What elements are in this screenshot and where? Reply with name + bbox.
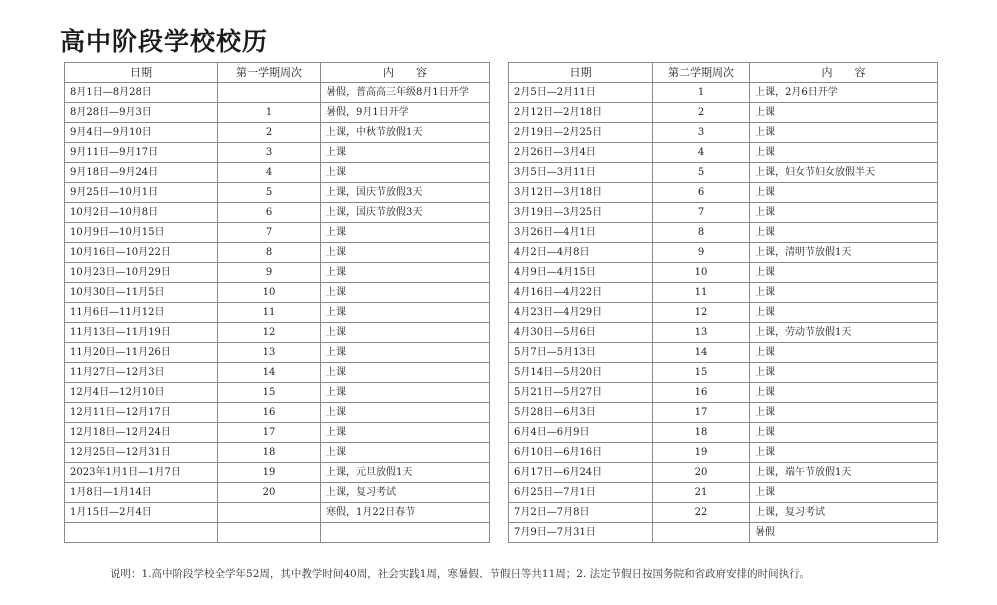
column-header-content: 内 容 bbox=[750, 63, 938, 83]
date-cell: 4月16日—4月22日 bbox=[509, 283, 653, 303]
date-cell: 12月11日—12月17日 bbox=[65, 403, 218, 423]
table-row bbox=[509, 103, 938, 123]
week-cell: 4 bbox=[653, 143, 750, 163]
content-cell: 上课 bbox=[750, 423, 938, 443]
table-row bbox=[509, 443, 938, 463]
semester1-header-row bbox=[65, 63, 490, 83]
week-cell: 10 bbox=[218, 283, 321, 303]
week-cell: 6 bbox=[218, 203, 321, 223]
date-cell: 10月30日—11月5日 bbox=[65, 283, 218, 303]
week-cell: 11 bbox=[218, 303, 321, 323]
content-cell: 上课 bbox=[321, 243, 490, 263]
content-cell: 上课 bbox=[750, 143, 938, 163]
date-cell: 2月19日—2月25日 bbox=[509, 123, 653, 143]
table-row bbox=[509, 223, 938, 243]
week-cell: 10 bbox=[653, 263, 750, 283]
table-row bbox=[509, 203, 938, 223]
content-cell: 上课 bbox=[750, 483, 938, 503]
date-cell: 11月27日—12月3日 bbox=[65, 363, 218, 383]
content-cell: 上课，劳动节放假1天 bbox=[750, 323, 938, 343]
table-row bbox=[65, 203, 490, 223]
date-cell: 8月1日—8月28日 bbox=[65, 83, 218, 103]
table-row bbox=[509, 263, 938, 283]
semester2-table bbox=[508, 62, 938, 543]
table-row bbox=[509, 523, 938, 543]
date-cell: 4月9日—4月15日 bbox=[509, 263, 653, 283]
week-cell: 12 bbox=[218, 323, 321, 343]
content-cell: 上课，元旦放假1天 bbox=[321, 463, 490, 483]
content-cell: 上课，复习考试 bbox=[750, 503, 938, 523]
table-row bbox=[65, 423, 490, 443]
week-cell: 1 bbox=[218, 103, 321, 123]
date-cell: 4月30日—5月6日 bbox=[509, 323, 653, 343]
week-cell: 20 bbox=[218, 483, 321, 503]
table-row bbox=[65, 403, 490, 423]
content-cell: 上课 bbox=[750, 123, 938, 143]
content-cell: 上课 bbox=[750, 263, 938, 283]
column-header-date: 日期 bbox=[509, 63, 653, 83]
content-cell: 上课，妇女节妇女放假半天 bbox=[750, 163, 938, 183]
content-cell: 上课，2月6日开学 bbox=[750, 83, 938, 103]
table-row bbox=[509, 163, 938, 183]
week-cell: 5 bbox=[653, 163, 750, 183]
page-title: 高中阶段学校校历 bbox=[60, 27, 269, 56]
table-row bbox=[65, 443, 490, 463]
week-cell bbox=[218, 523, 321, 543]
table-row bbox=[65, 503, 490, 523]
content-cell: 上课，国庆节放假3天 bbox=[321, 183, 490, 203]
content-cell: 上课 bbox=[321, 223, 490, 243]
date-cell: 10月9日—10月15日 bbox=[65, 223, 218, 243]
week-cell bbox=[653, 523, 750, 543]
content-cell: 上课 bbox=[750, 443, 938, 463]
week-cell bbox=[218, 503, 321, 523]
week-cell: 19 bbox=[653, 443, 750, 463]
content-cell: 上课 bbox=[321, 423, 490, 443]
table-row bbox=[65, 463, 490, 483]
content-cell: 上课 bbox=[321, 443, 490, 463]
column-header-date: 日期 bbox=[65, 63, 218, 83]
table-row bbox=[509, 143, 938, 163]
week-cell: 22 bbox=[653, 503, 750, 523]
date-cell: 9月25日—10月1日 bbox=[65, 183, 218, 203]
content-cell: 上课，端午节放假1天 bbox=[750, 463, 938, 483]
date-cell: 3月12日—3月18日 bbox=[509, 183, 653, 203]
table-row bbox=[509, 323, 938, 343]
date-cell: 9月4日—9月10日 bbox=[65, 123, 218, 143]
week-cell: 14 bbox=[653, 343, 750, 363]
table-row bbox=[65, 303, 490, 323]
content-cell: 上课 bbox=[750, 403, 938, 423]
table-row bbox=[65, 243, 490, 263]
content-cell: 上课 bbox=[321, 403, 490, 423]
content-cell: 上课 bbox=[321, 283, 490, 303]
content-cell: 上课 bbox=[750, 103, 938, 123]
week-cell: 7 bbox=[218, 223, 321, 243]
week-cell: 16 bbox=[218, 403, 321, 423]
date-cell: 2月5日—2月11日 bbox=[509, 83, 653, 103]
date-cell: 12月18日—12月24日 bbox=[65, 423, 218, 443]
date-cell: 11月20日—11月26日 bbox=[65, 343, 218, 363]
table-row bbox=[509, 383, 938, 403]
week-cell: 4 bbox=[218, 163, 321, 183]
week-cell: 3 bbox=[653, 123, 750, 143]
week-cell: 12 bbox=[653, 303, 750, 323]
content-cell: 上课 bbox=[321, 163, 490, 183]
week-cell: 20 bbox=[653, 463, 750, 483]
week-cell: 15 bbox=[218, 383, 321, 403]
date-cell: 6月4日—6月9日 bbox=[509, 423, 653, 443]
week-cell: 6 bbox=[653, 183, 750, 203]
table-row bbox=[65, 143, 490, 163]
week-cell: 18 bbox=[218, 443, 321, 463]
table-row bbox=[65, 483, 490, 503]
date-cell: 6月10日—6月16日 bbox=[509, 443, 653, 463]
week-cell: 1 bbox=[653, 83, 750, 103]
date-cell: 10月23日—10月29日 bbox=[65, 263, 218, 283]
table-row bbox=[65, 343, 490, 363]
content-cell: 上课 bbox=[321, 143, 490, 163]
week-cell: 18 bbox=[653, 423, 750, 443]
date-cell: 5月21日—5月27日 bbox=[509, 383, 653, 403]
table-row bbox=[509, 183, 938, 203]
week-cell: 3 bbox=[218, 143, 321, 163]
date-cell: 11月13日—11月19日 bbox=[65, 323, 218, 343]
content-cell: 暑假，9月1日开学 bbox=[321, 103, 490, 123]
table-row bbox=[509, 423, 938, 443]
table-row bbox=[509, 243, 938, 263]
table-row bbox=[65, 383, 490, 403]
table-row bbox=[65, 83, 490, 103]
week-cell: 2 bbox=[218, 123, 321, 143]
content-cell: 上课 bbox=[321, 303, 490, 323]
week-cell: 17 bbox=[218, 423, 321, 443]
content-cell: 上课 bbox=[750, 283, 938, 303]
table-row bbox=[509, 483, 938, 503]
date-cell: 5月7日—5月13日 bbox=[509, 343, 653, 363]
content-cell: 上课 bbox=[321, 323, 490, 343]
week-cell: 21 bbox=[653, 483, 750, 503]
content-cell: 暑假，普高高三年级8月1日开学 bbox=[321, 83, 490, 103]
date-cell: 10月16日—10月22日 bbox=[65, 243, 218, 263]
week-cell: 5 bbox=[218, 183, 321, 203]
table-row bbox=[65, 183, 490, 203]
week-cell: 2 bbox=[653, 103, 750, 123]
footnote: 说明：1.高中阶段学校全学年52周，其中教学时间40周，社会实践1周，寒暑假、节假日等共11周；2. 法定节假日按国务院和省政府安排的时间执行。 bbox=[110, 568, 811, 580]
content-cell: 上课 bbox=[750, 303, 938, 323]
week-cell: 17 bbox=[653, 403, 750, 423]
content-cell: 上课 bbox=[750, 203, 938, 223]
week-cell: 8 bbox=[218, 243, 321, 263]
content-cell: 暑假 bbox=[750, 523, 938, 543]
content-cell: 上课 bbox=[321, 383, 490, 403]
week-cell: 13 bbox=[653, 323, 750, 343]
date-cell: 6月25日—7月1日 bbox=[509, 483, 653, 503]
date-cell: 9月18日—9月24日 bbox=[65, 163, 218, 183]
week-cell: 14 bbox=[218, 363, 321, 383]
date-cell: 7月9日—7月31日 bbox=[509, 523, 653, 543]
week-cell: 16 bbox=[653, 383, 750, 403]
content-cell: 上课 bbox=[750, 343, 938, 363]
content-cell: 上课 bbox=[750, 383, 938, 403]
semester2-header-row bbox=[509, 63, 938, 83]
table-row bbox=[509, 303, 938, 323]
date-cell: 3月19日—3月25日 bbox=[509, 203, 653, 223]
table-row bbox=[509, 363, 938, 383]
date-cell: 2月26日—3月4日 bbox=[509, 143, 653, 163]
date-cell: 5月28日—6月3日 bbox=[509, 403, 653, 423]
week-cell: 9 bbox=[653, 243, 750, 263]
content-cell: 上课 bbox=[321, 263, 490, 283]
content-cell bbox=[321, 523, 490, 543]
date-cell: 7月2日—7月8日 bbox=[509, 503, 653, 523]
date-cell: 2023年1月1日—1月7日 bbox=[65, 463, 218, 483]
column-header-week: 第二学期周次 bbox=[653, 63, 750, 83]
table-row bbox=[65, 523, 490, 543]
content-cell: 上课 bbox=[750, 363, 938, 383]
table-row bbox=[65, 103, 490, 123]
content-cell: 上课 bbox=[321, 343, 490, 363]
content-cell: 寒假，1月22日春节 bbox=[321, 503, 490, 523]
table-row bbox=[65, 123, 490, 143]
date-cell: 3月26日—4月1日 bbox=[509, 223, 653, 243]
table-row bbox=[509, 463, 938, 483]
week-cell: 11 bbox=[653, 283, 750, 303]
date-cell: 11月6日—11月12日 bbox=[65, 303, 218, 323]
week-cell: 8 bbox=[653, 223, 750, 243]
week-cell: 15 bbox=[653, 363, 750, 383]
week-cell: 19 bbox=[218, 463, 321, 483]
date-cell: 10月2日—10月8日 bbox=[65, 203, 218, 223]
table-row bbox=[509, 83, 938, 103]
table-row bbox=[65, 283, 490, 303]
semester1-table bbox=[64, 62, 490, 543]
table-row bbox=[65, 223, 490, 243]
table-row bbox=[65, 263, 490, 283]
date-cell: 8月28日—9月3日 bbox=[65, 103, 218, 123]
date-cell: 4月23日—4月29日 bbox=[509, 303, 653, 323]
content-cell: 上课，中秋节放假1天 bbox=[321, 123, 490, 143]
date-cell: 9月11日—9月17日 bbox=[65, 143, 218, 163]
week-cell bbox=[218, 83, 321, 103]
week-cell: 9 bbox=[218, 263, 321, 283]
table-row bbox=[509, 403, 938, 423]
date-cell: 1月8日—1月14日 bbox=[65, 483, 218, 503]
date-cell: 5月14日—5月20日 bbox=[509, 363, 653, 383]
content-cell: 上课 bbox=[750, 183, 938, 203]
week-cell: 7 bbox=[653, 203, 750, 223]
date-cell bbox=[65, 523, 218, 543]
content-cell: 上课，清明节放假1天 bbox=[750, 243, 938, 263]
content-cell: 上课 bbox=[750, 223, 938, 243]
table-row bbox=[509, 343, 938, 363]
date-cell: 4月2日—4月8日 bbox=[509, 243, 653, 263]
date-cell: 2月12日—2月18日 bbox=[509, 103, 653, 123]
week-cell: 13 bbox=[218, 343, 321, 363]
date-cell: 3月5日—3月11日 bbox=[509, 163, 653, 183]
table-row bbox=[65, 323, 490, 343]
date-cell: 6月17日—6月24日 bbox=[509, 463, 653, 483]
table-row bbox=[509, 503, 938, 523]
table-row bbox=[509, 283, 938, 303]
date-cell: 12月4日—12月10日 bbox=[65, 383, 218, 403]
date-cell: 12月25日—12月31日 bbox=[65, 443, 218, 463]
content-cell: 上课 bbox=[321, 363, 490, 383]
column-header-content: 内 容 bbox=[321, 63, 490, 83]
table-row bbox=[65, 363, 490, 383]
content-cell: 上课，复习考试 bbox=[321, 483, 490, 503]
column-header-week: 第一学期周次 bbox=[218, 63, 321, 83]
date-cell: 1月15日—2月4日 bbox=[65, 503, 218, 523]
table-row bbox=[509, 123, 938, 143]
content-cell: 上课，国庆节放假3天 bbox=[321, 203, 490, 223]
table-row bbox=[65, 163, 490, 183]
